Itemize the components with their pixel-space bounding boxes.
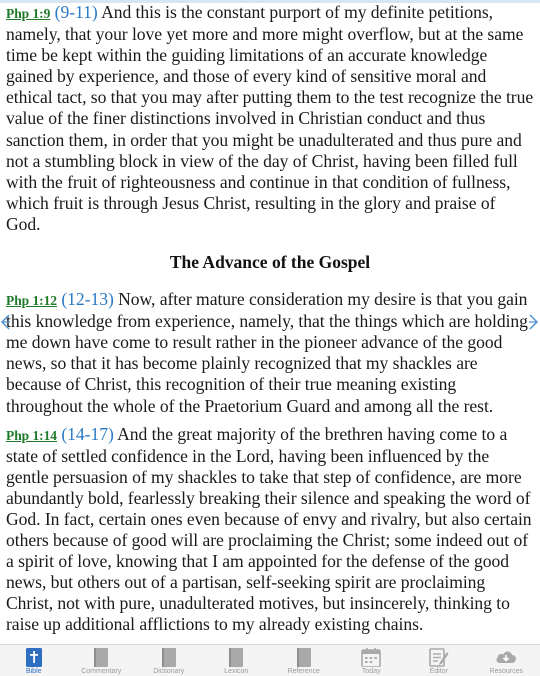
tab-lexicon[interactable] <box>203 645 271 676</box>
tab-label: Today <box>338 668 406 675</box>
arrow-left-icon[interactable] <box>0 314 10 333</box>
bottom-tab-bar <box>0 644 540 676</box>
tab-label: Bible <box>0 668 68 675</box>
tab-label: Lexicon <box>203 668 271 675</box>
verse-range: (12-13) <box>61 289 113 309</box>
verse-range: (14-17) <box>61 424 113 444</box>
tab-label: Reference <box>270 668 338 675</box>
tab-commentary[interactable] <box>68 645 136 676</box>
tab-resources[interactable] <box>473 645 540 676</box>
tab-bible[interactable] <box>0 645 68 676</box>
arrow-right-icon[interactable] <box>529 314 539 333</box>
verse-range: (9-11) <box>55 2 98 22</box>
verse-reference-link[interactable]: Php 1:12 <box>6 293 57 308</box>
tab-reference[interactable] <box>270 645 338 676</box>
verse-text: Now, after mature consideration my desire is that you gain this knowledge from experience, namely, that the things which are holding me down have come to result rather in the pioneer advance of the good news, so that it has become plainly recognized that my shackles are because of Christ, this recognition of their true meaning existing throughout the whole of the Praetorium Guard and among all the rest. <box>6 289 528 415</box>
tab-label: Dictionary <box>135 668 203 675</box>
tab-label: Commentary <box>68 668 136 675</box>
verse-paragraph <box>6 424 534 636</box>
verse-paragraph <box>6 289 534 417</box>
verse-text: And the great majority of the brethren having come to a state of settled confidence in the Lord, having been influenced by the gentle persuasion of my shackles to take that step of confidence, are more abundantly bold, fearlessly breaking their silence and speaking the word of God. In fact, certain ones even because of envy and rivalry, but also certain others because of good will are proclaiming the Christ; some indeed out of a spirit of love, knowing that I am appointed for the defense of the good news, but others out of a partisan, self-seeking spirit are proclaiming Christ, not with pure, unadulterated motives, but insincerely, thinking to raise up additional afflictions to my already existing chains. <box>6 424 532 635</box>
paragraph-gap <box>6 417 540 424</box>
tab-label: Editor <box>405 668 473 675</box>
tab-today[interactable] <box>338 645 406 676</box>
verse-reference-link[interactable]: Php 1:14 <box>6 428 57 443</box>
tab-label: Resources <box>473 668 540 675</box>
section-heading: The Advance of the Gospel <box>6 252 534 273</box>
tab-dictionary[interactable] <box>135 645 203 676</box>
verse-text: And this is the constant purport of my definite petitions, namely, that your love yet more and more might overflow, but at the same time be kept within the guiding limitations of an accurate knowledge gained by experience, and those of every kind of sensitive moral and ethical tact, so that you may after putting them to the test recognize the true value of the finer distinctions involved in Christian conduct and thus sanction them, in order that you might be unadulterated and thus pure and not a stumbling block in view of the day of Christ, having been filled full with the fruit of righteousness and continue in that condition of fullness, which fruit is through Jesus Christ, resulting in the glory and praise of God. <box>6 2 533 234</box>
verse-reference-link[interactable]: Php 1:9 <box>6 6 50 21</box>
verse-paragraph <box>6 2 534 235</box>
tab-editor[interactable] <box>405 645 473 676</box>
